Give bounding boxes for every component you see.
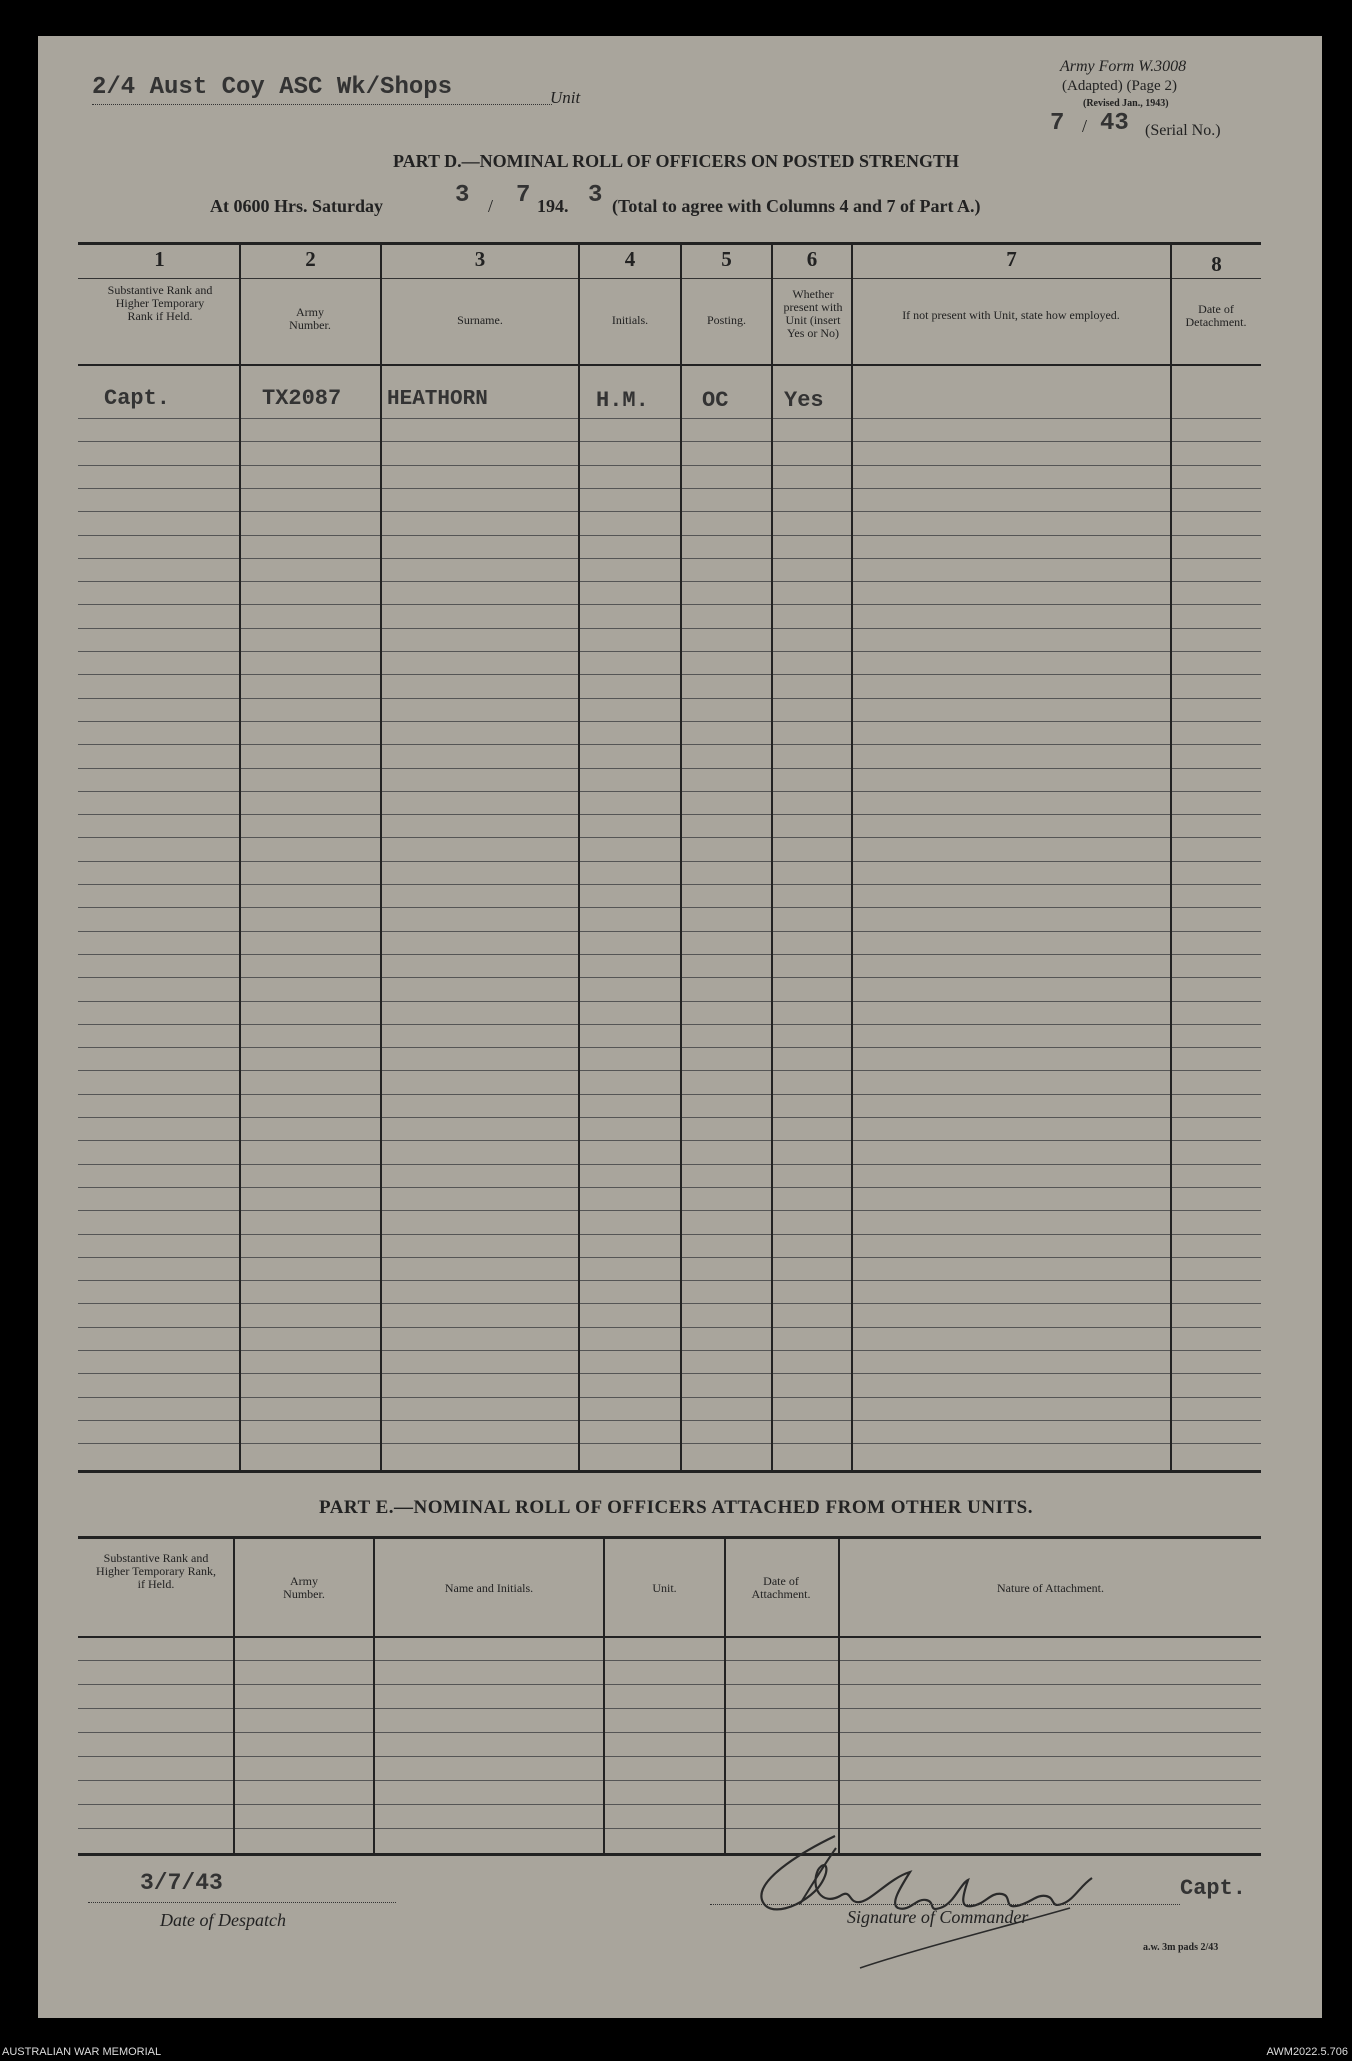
- table-d-bottom-rule: [78, 1470, 1261, 1473]
- ruled-line: [78, 1443, 1261, 1444]
- cell-surname: HEATHORN: [387, 388, 488, 411]
- e-header-rank: Substantive Rank and Higher Temporary Rank, if Held.: [96, 1551, 216, 1591]
- archive-name: AUSTRALIAN WAR MEMORIAL: [2, 2046, 162, 2058]
- col-divider: [233, 1538, 235, 1854]
- col-number: 2: [305, 247, 316, 271]
- army-form-label: Army Form W.3008: [1060, 58, 1187, 75]
- signature-line: [710, 1904, 1180, 1905]
- ruled-line: [78, 1303, 1261, 1304]
- table-d-header-rule: [78, 364, 1261, 366]
- cell-present: Yes: [784, 388, 824, 413]
- table-d-top-rule: [78, 242, 1261, 245]
- table-d-num-rule: [78, 278, 1261, 279]
- revised-label: (Revised Jan., 1943): [1083, 98, 1169, 109]
- e-header-unit: Unit.: [652, 1581, 677, 1595]
- ruled-line: [78, 1756, 1261, 1757]
- ruled-line: [78, 1210, 1261, 1211]
- ruled-line: [78, 814, 1261, 815]
- ruled-line: [78, 465, 1261, 466]
- ruled-line: [78, 1234, 1261, 1235]
- serial-label: (Serial No.): [1145, 122, 1221, 139]
- col-divider: [724, 1538, 726, 1854]
- col-divider: [380, 244, 382, 1471]
- col-header-posting: Posting.: [706, 313, 746, 327]
- ruled-line: [78, 1164, 1261, 1165]
- col-header-initials: Initials.: [611, 313, 649, 327]
- col-header-employment: If not present with Unit, state how employed.: [902, 308, 1120, 322]
- ruled-line: [78, 441, 1261, 442]
- cell-initials: H.M.: [596, 388, 649, 413]
- e-header-name: Name and Initials.: [444, 1581, 534, 1595]
- ruled-line: [78, 581, 1261, 582]
- cell-rank: Capt.: [104, 386, 171, 411]
- ruled-line: [78, 628, 1261, 629]
- adapted-label: (Adapted) (Page 2): [1062, 78, 1177, 94]
- e-header-date: Date of Attachment.: [751, 1574, 811, 1601]
- year-digit: 3: [588, 182, 603, 209]
- col-number: 8: [1211, 252, 1222, 276]
- ruled-line: [78, 861, 1261, 862]
- ruled-line: [78, 884, 1261, 885]
- ruled-line: [78, 1280, 1261, 1281]
- ruled-line: [78, 1780, 1261, 1781]
- ruled-line: [78, 1187, 1261, 1188]
- ruled-line: [78, 1140, 1261, 1141]
- commander-rank: Capt.: [1180, 1876, 1247, 1901]
- date-day: 3: [455, 182, 470, 209]
- e-header-nature: Nature of Attachment.: [997, 1581, 1104, 1595]
- ruled-line: [78, 1024, 1261, 1025]
- ruled-line: [78, 1094, 1261, 1095]
- ruled-line: [78, 768, 1261, 769]
- col-number: 6: [806, 247, 818, 271]
- date-month: 7: [516, 182, 531, 209]
- table-e-header-rule: [78, 1636, 1261, 1638]
- ruled-line: [78, 698, 1261, 699]
- col-number: 7: [1006, 247, 1017, 271]
- ruled-line: [78, 907, 1261, 908]
- ruled-line: [78, 744, 1261, 745]
- part-d-title: PART D.—NOMINAL ROLL OF OFFICERS ON POSTED STRENGTH: [392, 151, 960, 171]
- ruled-line: [78, 1804, 1261, 1805]
- col-divider: [851, 244, 853, 1471]
- ruled-line: [78, 1684, 1261, 1685]
- col-divider: [239, 244, 241, 1471]
- commander-signature: [740, 1808, 1100, 1988]
- despatch-line: [88, 1902, 396, 1903]
- signature-label: Signature of Commander: [847, 1907, 1029, 1927]
- ruled-line: [78, 931, 1261, 932]
- table-e-top-rule: [78, 1536, 1261, 1539]
- ruled-line: [78, 1117, 1261, 1118]
- col-number: 4: [624, 247, 636, 271]
- serial-slash: /: [1082, 116, 1088, 136]
- ruled-line: [78, 1350, 1261, 1351]
- ruled-line: [78, 674, 1261, 675]
- ruled-line: [78, 1373, 1261, 1374]
- despatch-label: Date of Despatch: [160, 1910, 286, 1930]
- col-header-rank: Substantive Rank and Higher Temporary Rank if Held.: [107, 283, 213, 323]
- ruled-line: [78, 1660, 1261, 1661]
- col-divider: [1170, 244, 1172, 1471]
- serial-b: 43: [1100, 110, 1129, 137]
- ruled-line: [78, 1257, 1261, 1258]
- despatch-date: 3/7/43: [140, 1870, 223, 1896]
- col-divider: [680, 244, 682, 1471]
- ruled-line: [78, 791, 1261, 792]
- col-number: 5: [721, 247, 732, 271]
- ruled-line: [78, 1070, 1261, 1071]
- ruled-line: [78, 651, 1261, 652]
- ruled-line: [78, 1420, 1261, 1421]
- date-slash-1: /: [488, 196, 494, 216]
- col-divider: [578, 244, 580, 1471]
- col-header-present: Whether present with Unit (insert Yes or No): [783, 287, 843, 340]
- ruled-line: [78, 977, 1261, 978]
- ruled-line: [78, 418, 1261, 419]
- archive-id: AWM2022.5.706: [1266, 2046, 1348, 2058]
- ruled-line: [78, 1001, 1261, 1002]
- col-header-surname: Surname.: [457, 313, 503, 327]
- ruled-line: [78, 1732, 1261, 1733]
- serial-a: 7: [1050, 110, 1065, 137]
- col-header-army-number: Army Number.: [289, 305, 331, 332]
- ruled-line: [78, 1397, 1261, 1398]
- col-divider: [771, 244, 773, 1471]
- ruled-line: [78, 954, 1261, 955]
- ruled-line: [78, 511, 1261, 512]
- unit-line: [92, 104, 552, 105]
- ruled-line: [78, 604, 1261, 605]
- ruled-line: [78, 837, 1261, 838]
- ruled-line: [78, 1708, 1261, 1709]
- unit-label: Unit: [550, 88, 581, 107]
- ruled-line: [78, 1047, 1261, 1048]
- ruled-line: [78, 535, 1261, 536]
- cell-posting: OC: [702, 388, 729, 413]
- print-note: a.w. 3m pads 2/43: [1143, 1942, 1219, 1953]
- ruled-line: [78, 1327, 1261, 1328]
- total-note: (Total to agree with Columns 4 and 7 of Part A.): [612, 196, 981, 216]
- col-number: 1: [154, 247, 165, 271]
- ruled-line: [78, 488, 1261, 489]
- part-e-title: PART E.—NOMINAL ROLL OF OFFICERS ATTACHED FROM OTHER UNITS.: [319, 1497, 1033, 1518]
- ruled-line: [78, 558, 1261, 559]
- unit-name: 2/4 Aust Coy ASC Wk/Shops: [92, 74, 453, 101]
- ruled-line: [78, 721, 1261, 722]
- col-number: 3: [474, 247, 486, 271]
- e-header-army-number: Army Number.: [283, 1574, 325, 1601]
- col-header-detachment: Date of Detachment.: [1185, 302, 1247, 329]
- year-prefix: 194.: [537, 196, 569, 216]
- at-prefix: At 0600 Hrs. Saturday: [210, 196, 384, 216]
- cell-army-number: TX2087: [262, 386, 342, 411]
